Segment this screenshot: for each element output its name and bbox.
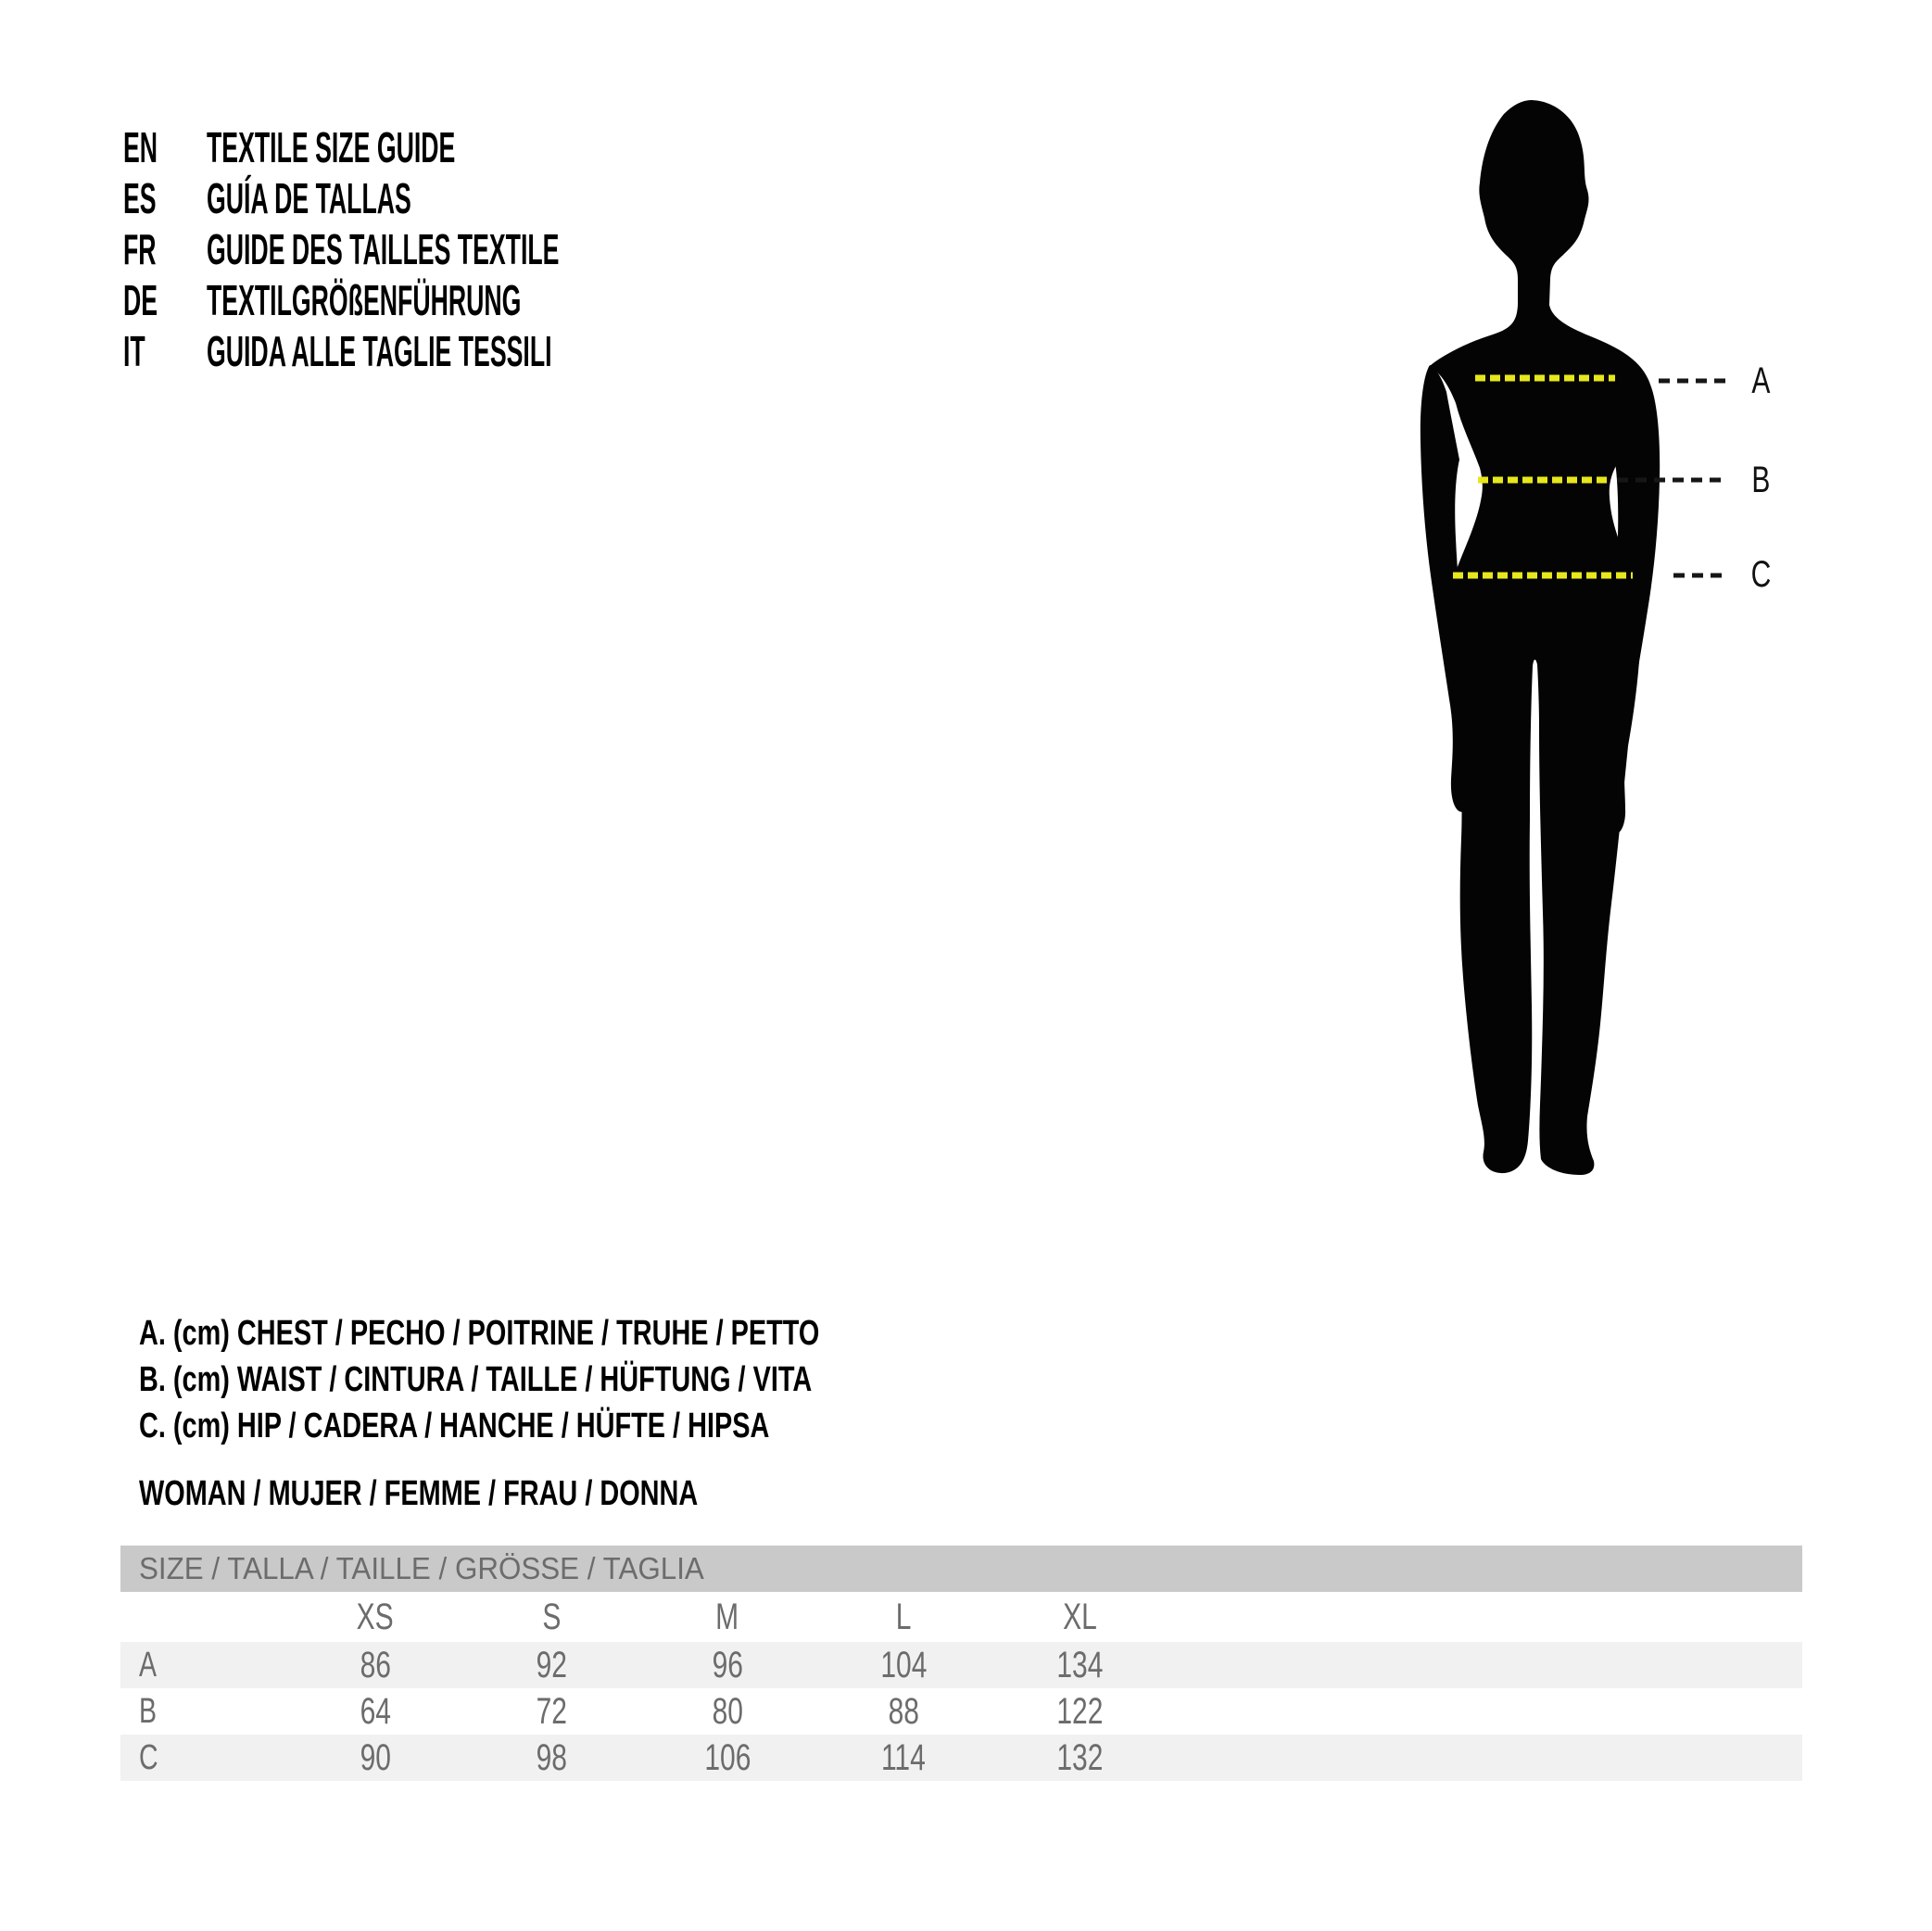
- column-header-l: L: [895, 1596, 912, 1637]
- guide-title: GUÍA DE TALLAS: [207, 174, 411, 222]
- size-table-title: SIZE / TALLA / TAILLE / GRÖSSE / TAGLIA: [139, 1551, 704, 1585]
- size-table: [120, 1546, 1802, 1781]
- table-cell: 134: [1055, 1644, 1104, 1685]
- column-header-xs: XS: [356, 1596, 395, 1637]
- table-cell: 88: [888, 1690, 919, 1732]
- guide-title: TEXTILGRÖßENFÜHRUNG: [207, 276, 522, 324]
- language-row: [123, 224, 957, 275]
- waist-measure-label: B: [1750, 460, 1771, 500]
- row-label: A: [139, 1645, 158, 1685]
- table-cell: 90: [360, 1736, 391, 1778]
- table-cell: 96: [712, 1644, 743, 1685]
- table-row-hip: [120, 1735, 1802, 1781]
- row-label: C: [139, 1737, 158, 1777]
- table-cell: 106: [703, 1736, 751, 1778]
- language-code: IT: [123, 327, 145, 375]
- language-row: [123, 275, 957, 326]
- chest-description: A. (cm) CHEST / PECHO / POITRINE / TRUHE / PETTO: [139, 1314, 820, 1353]
- column-header-xl: XL: [1062, 1596, 1097, 1637]
- column-header-s: S: [541, 1596, 562, 1637]
- size-table-column-headers: [120, 1592, 1802, 1642]
- table-cell: 86: [360, 1644, 391, 1685]
- table-row-chest: [120, 1642, 1802, 1688]
- guide-title: GUIDE DES TAILLES TEXTILE: [207, 225, 560, 273]
- chest-measure-label: A: [1750, 360, 1771, 401]
- language-row: [123, 122, 957, 173]
- language-code: DE: [123, 276, 158, 324]
- language-title-list: [123, 122, 957, 377]
- guide-title: TEXTILE SIZE GUIDE: [207, 123, 456, 171]
- woman-silhouette-figure: [1390, 93, 1798, 1186]
- table-cell: 104: [879, 1644, 928, 1685]
- table-cell: 80: [712, 1690, 743, 1732]
- measurement-descriptions: [139, 1310, 1034, 1449]
- table-cell: 64: [360, 1690, 391, 1732]
- table-cell: 92: [536, 1644, 567, 1685]
- language-code: EN: [123, 123, 158, 171]
- hip-description: C. (cm) HIP / CADERA / HANCHE / HÜFTE / HIPSA: [139, 1407, 770, 1445]
- table-cell: 132: [1055, 1736, 1104, 1778]
- waist-description: B. (cm) WAIST / CINTURA / TAILLE / HÜFTUNG / VITA: [139, 1360, 813, 1399]
- language-code: FR: [123, 225, 157, 273]
- table-cell: 98: [536, 1736, 567, 1778]
- gender-line: WOMAN / MUJER / FEMME / FRAU / DONNA: [139, 1474, 699, 1513]
- table-cell: 122: [1055, 1690, 1104, 1732]
- table-cell: 72: [536, 1690, 567, 1732]
- language-code: ES: [123, 174, 157, 222]
- table-cell: 114: [881, 1736, 926, 1778]
- guide-title: GUIDA ALLE TAGLIE TESSILI: [207, 327, 552, 375]
- language-row: [123, 326, 957, 377]
- hip-measure-label: C: [1750, 554, 1771, 595]
- table-row-waist: [120, 1688, 1802, 1735]
- size-table-title-bar: [120, 1546, 1802, 1592]
- column-header-m: M: [715, 1596, 739, 1637]
- language-row: [123, 173, 957, 224]
- row-label: B: [139, 1691, 158, 1731]
